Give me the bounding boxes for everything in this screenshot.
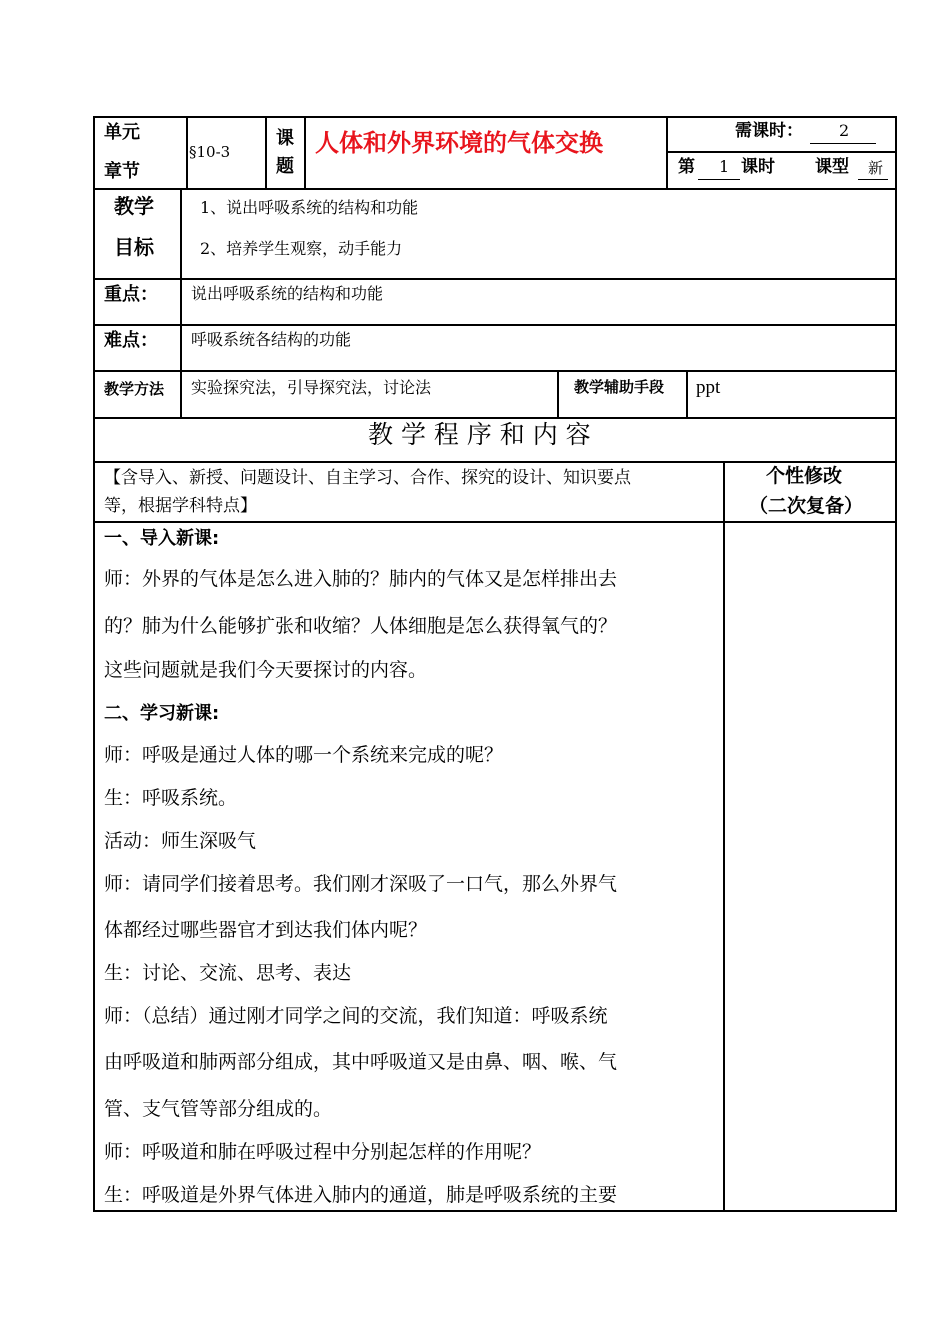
body-line: 这些问题就是我们今天要探讨的内容。 [104, 659, 428, 681]
section-code: §10-3 [189, 143, 231, 161]
methods-text: 实验探究法，引导探究法，讨论法 [191, 378, 432, 397]
period-prefix: 第 [678, 157, 695, 177]
aids-value: ppt [696, 377, 721, 398]
objective-item: 2、培养学生观察，动手能力 [200, 239, 403, 258]
section-heading: 二、学习新课: [104, 703, 220, 724]
key-point-label: 重点： [104, 284, 158, 305]
aids-label: 教学辅助手段 [574, 378, 665, 396]
body-line: 师：请同学们接着思考。我们刚才深吸了一口气，那么外界气 [104, 873, 618, 895]
body-line: 生：呼吸系统。 [104, 787, 238, 809]
topic-label: 课 [276, 128, 294, 149]
body-line: 管、支气管等部分组成的。 [104, 1098, 333, 1120]
objective-item: 1、说出呼吸系统的结构和功能 [200, 198, 419, 217]
lesson-title: 人体和外界环境的气体交换 [315, 129, 603, 157]
body-line: 活动：师生深吸气 [104, 830, 257, 852]
section-heading: 一、导入新课: [104, 528, 220, 549]
methods-label: 教学方法 [104, 380, 165, 398]
body-line: 生：呼吸道是外界气体进入肺内的通道，肺是呼吸系统的主要 [104, 1184, 618, 1206]
hours-label: 需课时： [735, 121, 803, 141]
body-line: 体都经过哪些器官才到达我们体内呢？ [104, 919, 428, 941]
hours-underline [810, 143, 876, 144]
notes-header-line: 等，根据学科特点】 [104, 496, 257, 516]
type-label: 课型 [815, 157, 849, 177]
body-line: 由呼吸道和肺两部分组成，其中呼吸道又是由鼻、咽、喉、气 [104, 1051, 618, 1073]
objectives-label: 教学 [114, 194, 154, 218]
body-line: 生：讨论、交流、思考、表达 [104, 962, 352, 984]
body-line: 师：呼吸道和肺在呼吸过程中分别起怎样的作用呢？ [104, 1141, 542, 1163]
type-underline [858, 179, 888, 180]
difficulty-text: 呼吸系统各结构的功能 [191, 330, 352, 349]
period-underline [698, 179, 740, 180]
key-point-text: 说出呼吸系统的结构和功能 [191, 284, 384, 303]
notes-header-line: 【含导入、新授、问题设计、自主学习、合作、探究的设计、知识要点 [104, 468, 631, 488]
unit-label: 单元 [104, 122, 140, 143]
body-line: 的？肺为什么能够扩张和收缩？人体细胞是怎么获得氧气的？ [104, 615, 618, 637]
revision-column-title: 个性修改 [766, 465, 843, 487]
period-suffix: 课时 [741, 157, 775, 177]
body-line: 师：（总结）通过刚才同学之间的交流，我们知道：呼吸系统 [104, 1005, 608, 1027]
objectives-label-2: 目标 [114, 235, 154, 259]
body-line: 师：呼吸是通过人体的哪一个系统来完成的呢？ [104, 744, 504, 766]
topic-label-2: 题 [276, 156, 294, 177]
body-line: 师：外界的气体是怎么进入肺的？肺内的气体又是怎样排出去 [104, 568, 618, 590]
hours-value: 2 [839, 121, 850, 140]
period-value: 1 [719, 157, 730, 176]
type-value: 新 [868, 159, 884, 177]
chapter-label: 章节 [104, 161, 140, 182]
procedure-title: 教 学 程 序 和 内 容 [368, 420, 591, 449]
revision-column-subtitle: （二次复备） [749, 495, 864, 517]
difficulty-label: 难点： [104, 330, 158, 351]
